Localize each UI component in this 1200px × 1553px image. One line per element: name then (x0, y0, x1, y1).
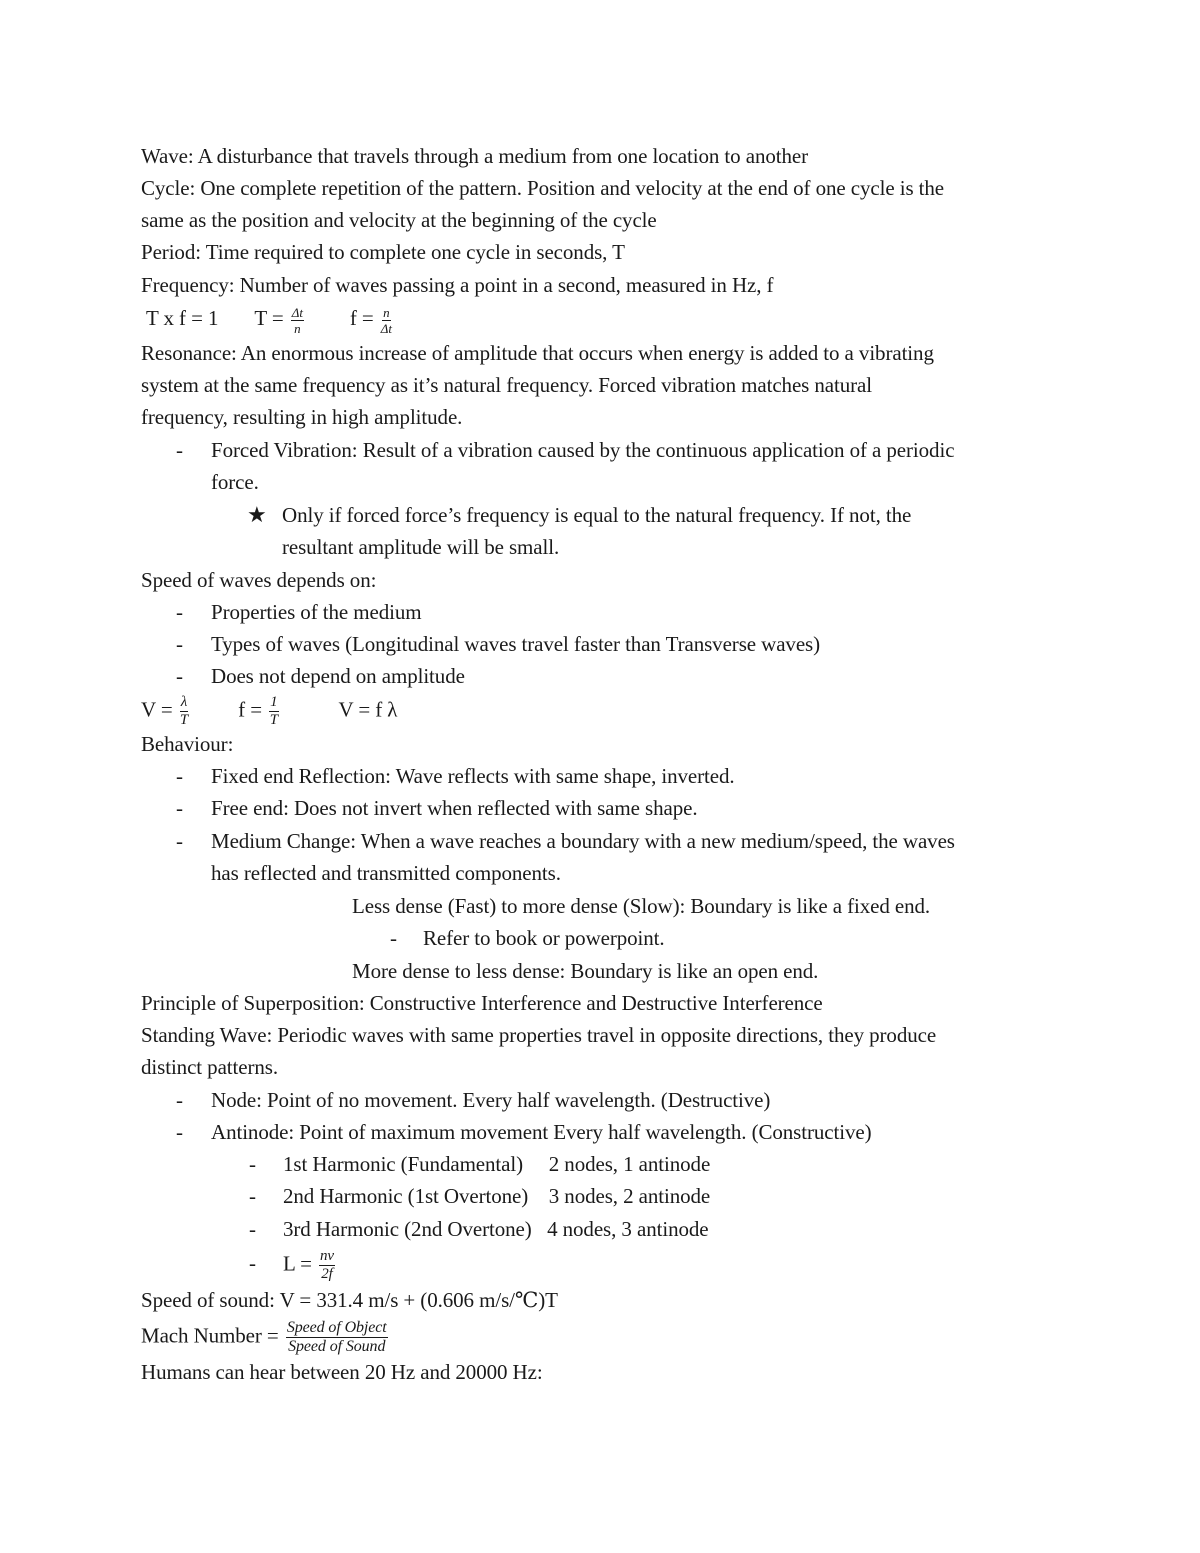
bullet-dash: - (249, 1152, 256, 1176)
harmonic-1-item: 1st Harmonic (Fundamental) 2 nodes, 1 antinode (283, 1152, 711, 1176)
bullet-dash: - (176, 829, 183, 853)
wave-equation: V = f λ (338, 697, 398, 722)
bullet-dash: - (176, 664, 183, 688)
medium-change-line2: has reflected and transmitted components. (211, 861, 561, 885)
tf-formula: T x f = 1 (146, 306, 219, 330)
frequency-formula-label: f = (349, 306, 374, 330)
frequency-fraction: $\frac{n}{\Delta t}$ (380, 304, 392, 336)
bullet-dash: - (176, 764, 183, 788)
medium-change-line1: Medium Change: When a wave reaches a boundary with a new medium/speed, the waves (211, 829, 955, 853)
mach-fraction: $\frac{\text{Speed of Object}}{\text{Speed of Sound}}$ (286, 1319, 387, 1355)
frequency-period-fraction: $\frac{1}{T}$ (269, 694, 278, 728)
bullet-dash: - (249, 1217, 256, 1241)
period-definition: Period: Time required to complete one cycle in seconds, T (141, 240, 625, 264)
star-icon: ★ (247, 502, 267, 527)
resonance-definition-line1: Resonance: An enormous increase of amplitude that occurs when energy is added to a vibrating (141, 341, 934, 365)
star-note-line1: Only if forced force’s frequency is equal to the natural frequency. If not, the (282, 503, 912, 527)
bullet-dash: - (176, 438, 183, 462)
refer-book-note: Refer to book or powerpoint. (423, 926, 665, 950)
not-amplitude-item: Does not depend on amplitude (211, 664, 465, 688)
bullet-dash: - (176, 1088, 183, 1112)
star-note-line2: resultant amplitude will be small. (282, 535, 560, 559)
period-fraction: $\frac{\Delta t}{n}$ (291, 304, 303, 336)
antinode-item: Antinode: Point of maximum movement Every half wavelength. (Constructive) (211, 1120, 872, 1144)
more-dense-note: More dense to less dense: Boundary is like an open end. (352, 959, 819, 983)
length-label: L = (283, 1251, 312, 1276)
mach-number-formula (141, 1319, 390, 1355)
harmonic-3-item: 3rd Harmonic (2nd Overtone) 4 nodes, 3 antinode (283, 1217, 709, 1241)
frequency-definition: Frequency: Number of waves passing a point in a second, measured in Hz, f (141, 273, 774, 297)
period-formula-label: T = (254, 306, 284, 330)
forced-vibration-line1: Forced Vibration: Result of a vibration caused by the continuous application of a periodic (211, 438, 955, 462)
length-fraction: $\frac{nv}{2f}$ (320, 1248, 334, 1282)
types-waves-item: Types of waves (Longitudinal waves travel faster than Transverse waves) (211, 632, 821, 656)
cycle-definition-line1: Cycle: One complete repetition of the pattern. Position and velocity at the end of one cycle is the (141, 176, 945, 200)
bullet-dash: - (176, 796, 183, 820)
bullet-dash: - (176, 632, 183, 656)
velocity-formula-label: V = (141, 697, 173, 722)
behaviour-heading: Behaviour: (141, 732, 234, 756)
speed-depends-heading: Speed of waves depends on: (141, 568, 377, 592)
bullet-dash: - (176, 1120, 183, 1144)
string-length-formula (283, 1248, 337, 1282)
velocity-fraction: $\frac{\lambda}{T}$ (179, 694, 189, 728)
standing-wave-line1: Standing Wave: Periodic waves with same properties travel in opposite directions, they produce (141, 1023, 937, 1047)
wave-definition: Wave: A disturbance that travels through a medium from one location to another (141, 144, 808, 168)
frequency-period-label: f = (238, 697, 262, 722)
node-item: Node: Point of no movement. Every half wavelength. (Destructive) (211, 1088, 771, 1112)
cycle-definition-line2: same as the position and velocity at the beginning of the cycle (141, 208, 657, 232)
fixed-end-item: Fixed end Reflection: Wave reflects with same shape, inverted. (211, 764, 735, 788)
mach-label: Mach Number = (141, 1323, 279, 1348)
bullet-dash: - (390, 926, 397, 950)
less-dense-note: Less dense (Fast) to more dense (Slow): Boundary is like a fixed end. (352, 894, 931, 918)
period-frequency-formulas (146, 304, 394, 336)
bullet-dash: - (176, 600, 183, 624)
properties-medium-item: Properties of the medium (211, 600, 422, 624)
human-hearing-range: Humans can hear between 20 Hz and 20000 Hz: (141, 1360, 543, 1384)
speed-of-sound-formula: Speed of sound: V = 331.4 m/s + (0.606 m/s/℃)T (141, 1288, 558, 1312)
standing-wave-line2: distinct patterns. (141, 1055, 279, 1079)
bullet-dash: - (249, 1184, 256, 1208)
forced-vibration-line2: force. (211, 470, 259, 494)
superposition-line: Principle of Superposition: Constructive Interference and Destructive Interference (141, 991, 823, 1015)
bullet-dash: - (249, 1251, 256, 1275)
resonance-definition-line3: frequency, resulting in high amplitude. (141, 405, 463, 429)
free-end-item: Free end: Does not invert when reflected with same shape. (211, 796, 698, 820)
harmonic-2-item: 2nd Harmonic (1st Overtone) 3 nodes, 2 antinode (283, 1184, 711, 1208)
wave-speed-formulas (141, 694, 398, 728)
resonance-definition-line2: system at the same frequency as it’s natural frequency. Forced vibration matches natural (141, 373, 872, 397)
